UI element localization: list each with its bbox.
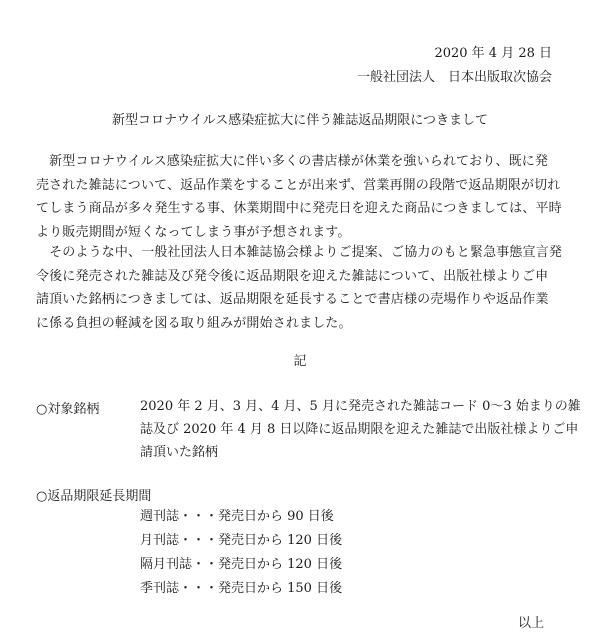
paragraph-line: 売された雑誌について、返品作業をすることが出来ず、営業再開の段階で返品期限が切れ (36, 177, 561, 193)
paragraph-line: てしまう商品が多々発生する事、休業期間中に発売日を迎えた商品につきましては、平時 (36, 201, 562, 216)
extension-row-weekly: 週刊誌・・・発売日から 90 日後 (140, 509, 334, 524)
paragraph-1 (36, 150, 566, 244)
target-section-body (140, 395, 581, 464)
target-line: 2020 年 2 月、3 月、4 月、5 月に発売された雑誌コード 0〜3 始まりの雑 (140, 399, 581, 414)
paragraph-line: 請頂いた銘柄につきましては、返品期限を延長することで書店様の売場作りや返品作業 (36, 292, 549, 307)
target-section-label: ○対象銘柄 (36, 402, 100, 417)
paragraph-line: そのような中、一般社団法人日本雑誌協会様よりご提案、ご協力のもと緊急事態宣言発 (36, 245, 563, 260)
paragraph-line: に係る負担の軽減を図る取り組みが開始されました。 (36, 315, 352, 331)
target-line: 誌及び 2020 年 4 月 8 日以降に返品期限を迎えた雑誌で出版社様よりご申 (140, 422, 579, 437)
paragraph-line: より販売期間が短くなってしまう事が予想されます。 (36, 224, 351, 240)
paragraph-line: 令後に発売された雑誌及び発令後に返品期限を迎えた雑誌について、出版社様よりご申 (36, 268, 549, 284)
document-title: 新型コロナウイルス感染症拡大に伴う雑誌返品期限につきまして (112, 113, 488, 128)
issuer-organization: 一般社団法人 日本出版取次協会 (356, 70, 552, 85)
paragraph-2 (36, 241, 566, 335)
target-line: 請頂いた銘柄 (140, 445, 219, 460)
extension-row-monthly: 月刊誌・・・発売日から 120 日後 (140, 533, 343, 548)
extension-section-label: ○返品期限延長期間 (36, 489, 152, 504)
closing-mark: 以上 (517, 616, 544, 631)
document-date: 2020 年 4 月 28 日 (434, 46, 552, 61)
extension-period-list (140, 505, 342, 601)
extension-row-bimonthly: 隔月刊誌・・発売日から 120 日後 (140, 557, 343, 572)
extension-row-quarterly: 季刊誌・・・発売日から 150 日後 (140, 581, 343, 596)
paragraph-line: 新型コロナウイルス感染症拡大に伴い多くの書店様が休業を強いられており、既に発 (36, 154, 549, 169)
ki-marker: 記 (293, 354, 307, 369)
